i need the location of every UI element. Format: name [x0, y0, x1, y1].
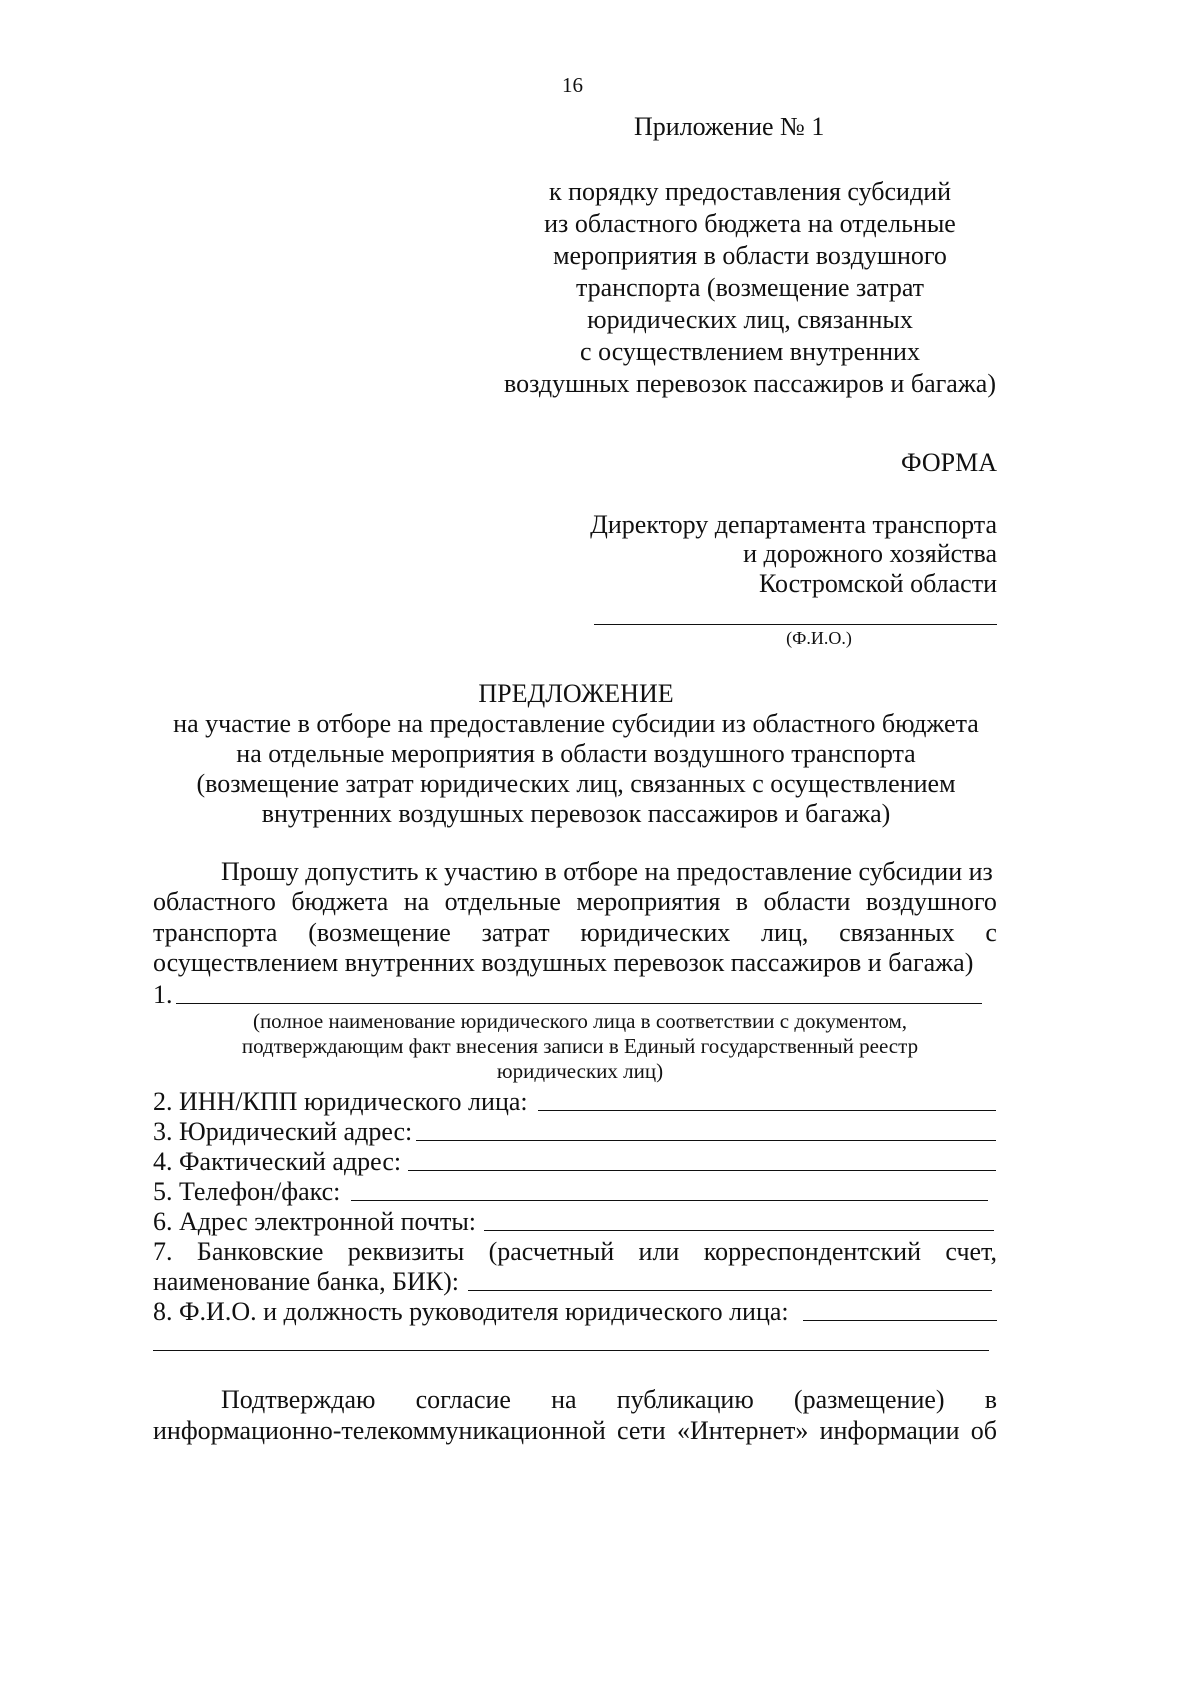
head-name-position-fill-line-2[interactable]: [153, 1350, 989, 1351]
proposal-subtitle-line: на отдельные мероприятия в области воздушного транспорта: [236, 739, 916, 768]
email-label: 6. Адрес электронной почты:: [153, 1207, 477, 1236]
legal-name-caption-line: юридических лиц): [496, 1059, 664, 1083]
bank-details-label: 7. Банковские реквизиты (расчетный или корреспондентский счет,: [153, 1237, 997, 1266]
phone-fax-fill-line[interactable]: [351, 1200, 988, 1201]
email-fill-line[interactable]: [484, 1230, 994, 1231]
proposal-subtitle-line: внутренних воздушных перевозок пассажиров и багажа): [261, 799, 891, 828]
request-line: Прошу допустить к участию в отборе на предоставление субсидии из: [221, 857, 993, 886]
phone-fax-label: 5. Телефон/факс:: [153, 1177, 341, 1206]
request-line: осуществлением внутренних воздушных перевозок пассажиров и багажа): [153, 948, 974, 977]
fio-signature-line: [594, 624, 997, 625]
legal-address-fill-line[interactable]: [416, 1140, 996, 1141]
appendix-line: мероприятия в области воздушного: [553, 241, 947, 270]
consent-line: Подтверждаю согласие на публикацию (размещение) в: [221, 1385, 997, 1414]
actual-address-fill-line[interactable]: [408, 1170, 996, 1171]
field-number: 1.: [153, 980, 173, 1009]
request-line: транспорта (возмещение затрат юридических лиц, связанных с: [153, 918, 997, 947]
addressee-line: Директору департамента транспорта: [590, 510, 997, 539]
legal-name-caption-line: (полное наименование юридического лица в соответствии с документом,: [252, 1009, 908, 1033]
appendix-line: юридических лиц, связанных: [587, 305, 913, 334]
form-label: ФОРМА: [901, 448, 997, 477]
appendix-line: с осуществлением внутренних: [580, 337, 920, 366]
legal-name-caption-line: подтверждающим факт внесения записи в Единый государственный реестр: [241, 1034, 919, 1058]
legal-name-fill-line[interactable]: [176, 1003, 982, 1004]
head-name-position-fill-line[interactable]: [803, 1320, 997, 1321]
proposal-subtitle-line: на участие в отборе на предоставление субсидии из областного бюджета: [173, 709, 979, 738]
appendix-line: воздушных перевозок пассажиров и багажа): [504, 369, 996, 398]
legal-address-label: 3. Юридический адрес:: [153, 1117, 413, 1146]
head-name-position-label: 8. Ф.И.О. и должность руководителя юридического лица:: [153, 1297, 789, 1326]
bank-details-fill-line[interactable]: [468, 1290, 992, 1291]
appendix-line: из областного бюджета на отдельные: [544, 209, 956, 238]
bank-details-label-line2: наименование банка, БИК):: [153, 1267, 460, 1296]
addressee-line: и дорожного хозяйства: [743, 539, 997, 568]
actual-address-label: 4. Фактический адрес:: [153, 1147, 402, 1176]
inn-kpp-label: 2. ИНН/КПП юридического лица:: [153, 1087, 528, 1116]
appendix-title: Приложение № 1: [634, 112, 825, 141]
appendix-line: транспорта (возмещение затрат: [575, 273, 925, 302]
appendix-line: к порядку предоставления субсидий: [548, 177, 952, 206]
fio-caption: (Ф.И.О.): [786, 628, 852, 648]
addressee-line: Костромской области: [758, 569, 997, 598]
request-line: областного бюджета на отдельные мероприятия в области воздушного: [153, 887, 997, 916]
consent-line: информационно-телекоммуникационной сети «Интернет» информации об: [153, 1416, 997, 1445]
proposal-subtitle-line: (возмещение затрат юридических лиц, связанных с осуществлением: [196, 769, 956, 798]
page-number: 16: [562, 73, 583, 97]
inn-kpp-fill-line[interactable]: [538, 1110, 996, 1111]
proposal-title: ПРЕДЛОЖЕНИЕ: [478, 679, 674, 708]
